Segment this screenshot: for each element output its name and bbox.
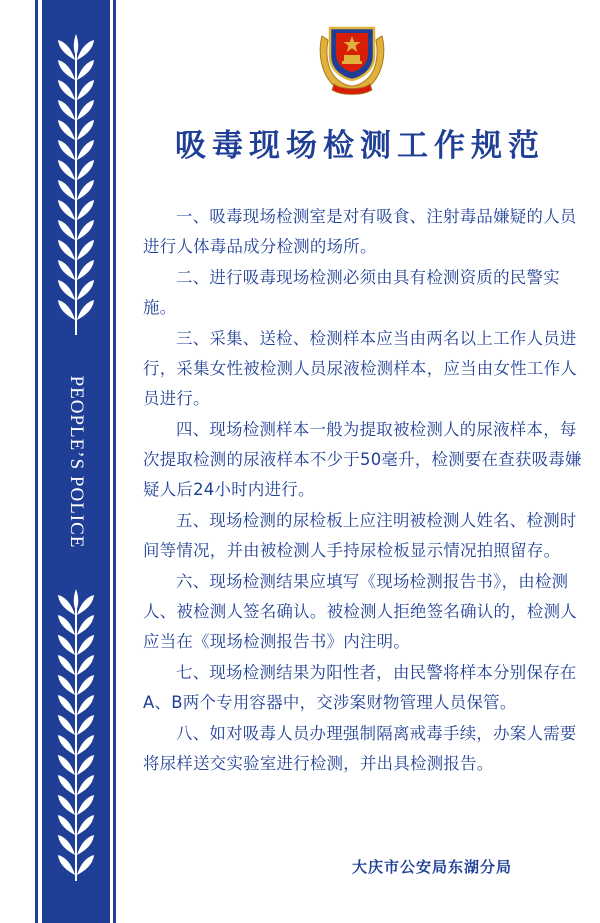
sidebar-line-right xyxy=(113,0,116,923)
regulation-item: 五、现场检测的尿检板上应注明被检测人姓名、检测时间等情况，并由被检测人手持尿检板显示情况拍照留存。 xyxy=(143,511,577,560)
wheat-ornament-bottom-icon xyxy=(56,585,96,885)
sidebar-line-left xyxy=(35,0,38,923)
regulation-item: 一、吸毒现场检测室是对有吸食、注射毒品嫌疑的人员进行人体毒品成分检测的场所。 xyxy=(143,207,577,256)
regulation-item: 八、如对吸毒人员办理强制隔离戒毒手续，办案人需要将尿样送交实验室进行检测，并出具检测报告。 xyxy=(143,724,577,773)
regulation-item: 三、采集、送检、检测样本应当由两名以上工作人员进行，采集女性被检测人员尿液检测样本，应当由女性工作人员进行。 xyxy=(143,329,577,408)
regulation-item: 六、现场检测结果应填写《现场检测报告书》，由检测人、被检测人签名确认。被检测人拒绝签名确认的，检测人应当在《现场检测报告书》内注明。 xyxy=(143,572,577,651)
wheat-ornament-top-icon xyxy=(56,30,96,340)
regulation-item: 四、现场检测样本一般为提取被检测人的尿液样本，每次提取检测的尿液样本不少于50毫升，检测要在查获吸毒嫌疑人后24小时内进行。 xyxy=(143,420,582,499)
issuer-footer: 大庆市公安局东湖分局 xyxy=(352,858,513,876)
sidebar-people-police-text: PEOPLE’S POLICE xyxy=(66,375,87,549)
police-emblem-icon xyxy=(316,22,388,96)
regulation-item: 七、现场检测结果为阳性者，由民警将样本分别保存在A、B两个专用容器中，交涉案财物管理人员保管。 xyxy=(143,663,577,712)
regulation-body xyxy=(143,202,585,780)
regulation-item: 二、进行吸毒现场检测必须由具有检测资质的民警实施。 xyxy=(143,268,560,317)
page-title: 吸毒现场检测工作规范 xyxy=(175,128,545,164)
sidebar-banner xyxy=(42,0,110,923)
